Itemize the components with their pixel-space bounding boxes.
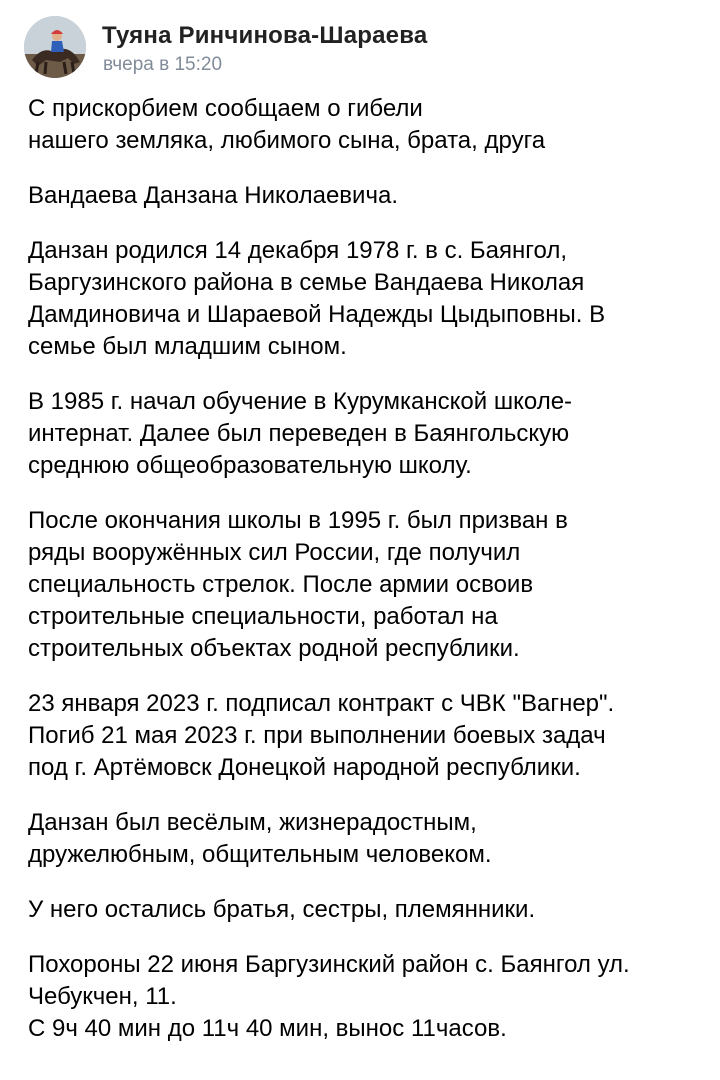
post-paragraph: 23 января 2023 г. подписал контракт с ЧВК "Вагнер". Погиб 21 мая 2023 г. при выполнении боевых задач под г. Артёмовск Донецкой народной республики.	[28, 690, 615, 781]
post-header	[24, 16, 684, 80]
post-paragraph: После окончания школы в 1995 г. был призван в ряды вооружённых сил России, где получил специальность стрелок. После армии освоив строительные специальности, работал на строительных объектах родной республики.	[28, 507, 568, 662]
post-paragraph: Данзан родился 14 декабря 1978 г. в с. Баянгол, Баргузинского района в семье Вандаева Николая Дамдиновича и Шараевой Надежды Цыдыповны. В семье был младшим сыном.	[28, 237, 606, 360]
user-avatar-photo-icon	[24, 16, 86, 78]
author-name[interactable]: Туяна Ринчинова-Шараева	[102, 22, 428, 49]
post-text	[28, 93, 708, 1045]
post-paragraph: Данзан был весёлым, жизнерадостным, дружелюбным, общительным человеком.	[28, 809, 492, 868]
post-paragraph: Похороны 22 июня Баргузинский район с. Баянгол ул. Чебукчен, 11. С 9ч 40 мин до 11ч 40 мин, вынос 11часов.	[28, 951, 630, 1042]
post-paragraph: С прискорбием сообщаем о гибели нашего земляка, любимого сына, брата, друга	[28, 95, 546, 154]
post-paragraph: В 1985 г. начал обучение в Курумканской школе- интернат. Далее был переведен в Баянгольскую среднюю общеобразовательную школу.	[28, 388, 573, 479]
post-paragraph: Вандаева Данзана Николаевича.	[28, 182, 398, 209]
post-timestamp[interactable]: вчера в 15:20	[103, 54, 223, 75]
post-paragraph: У него остались братья, сестры, племянники.	[28, 896, 536, 923]
author-avatar[interactable]	[24, 16, 86, 78]
